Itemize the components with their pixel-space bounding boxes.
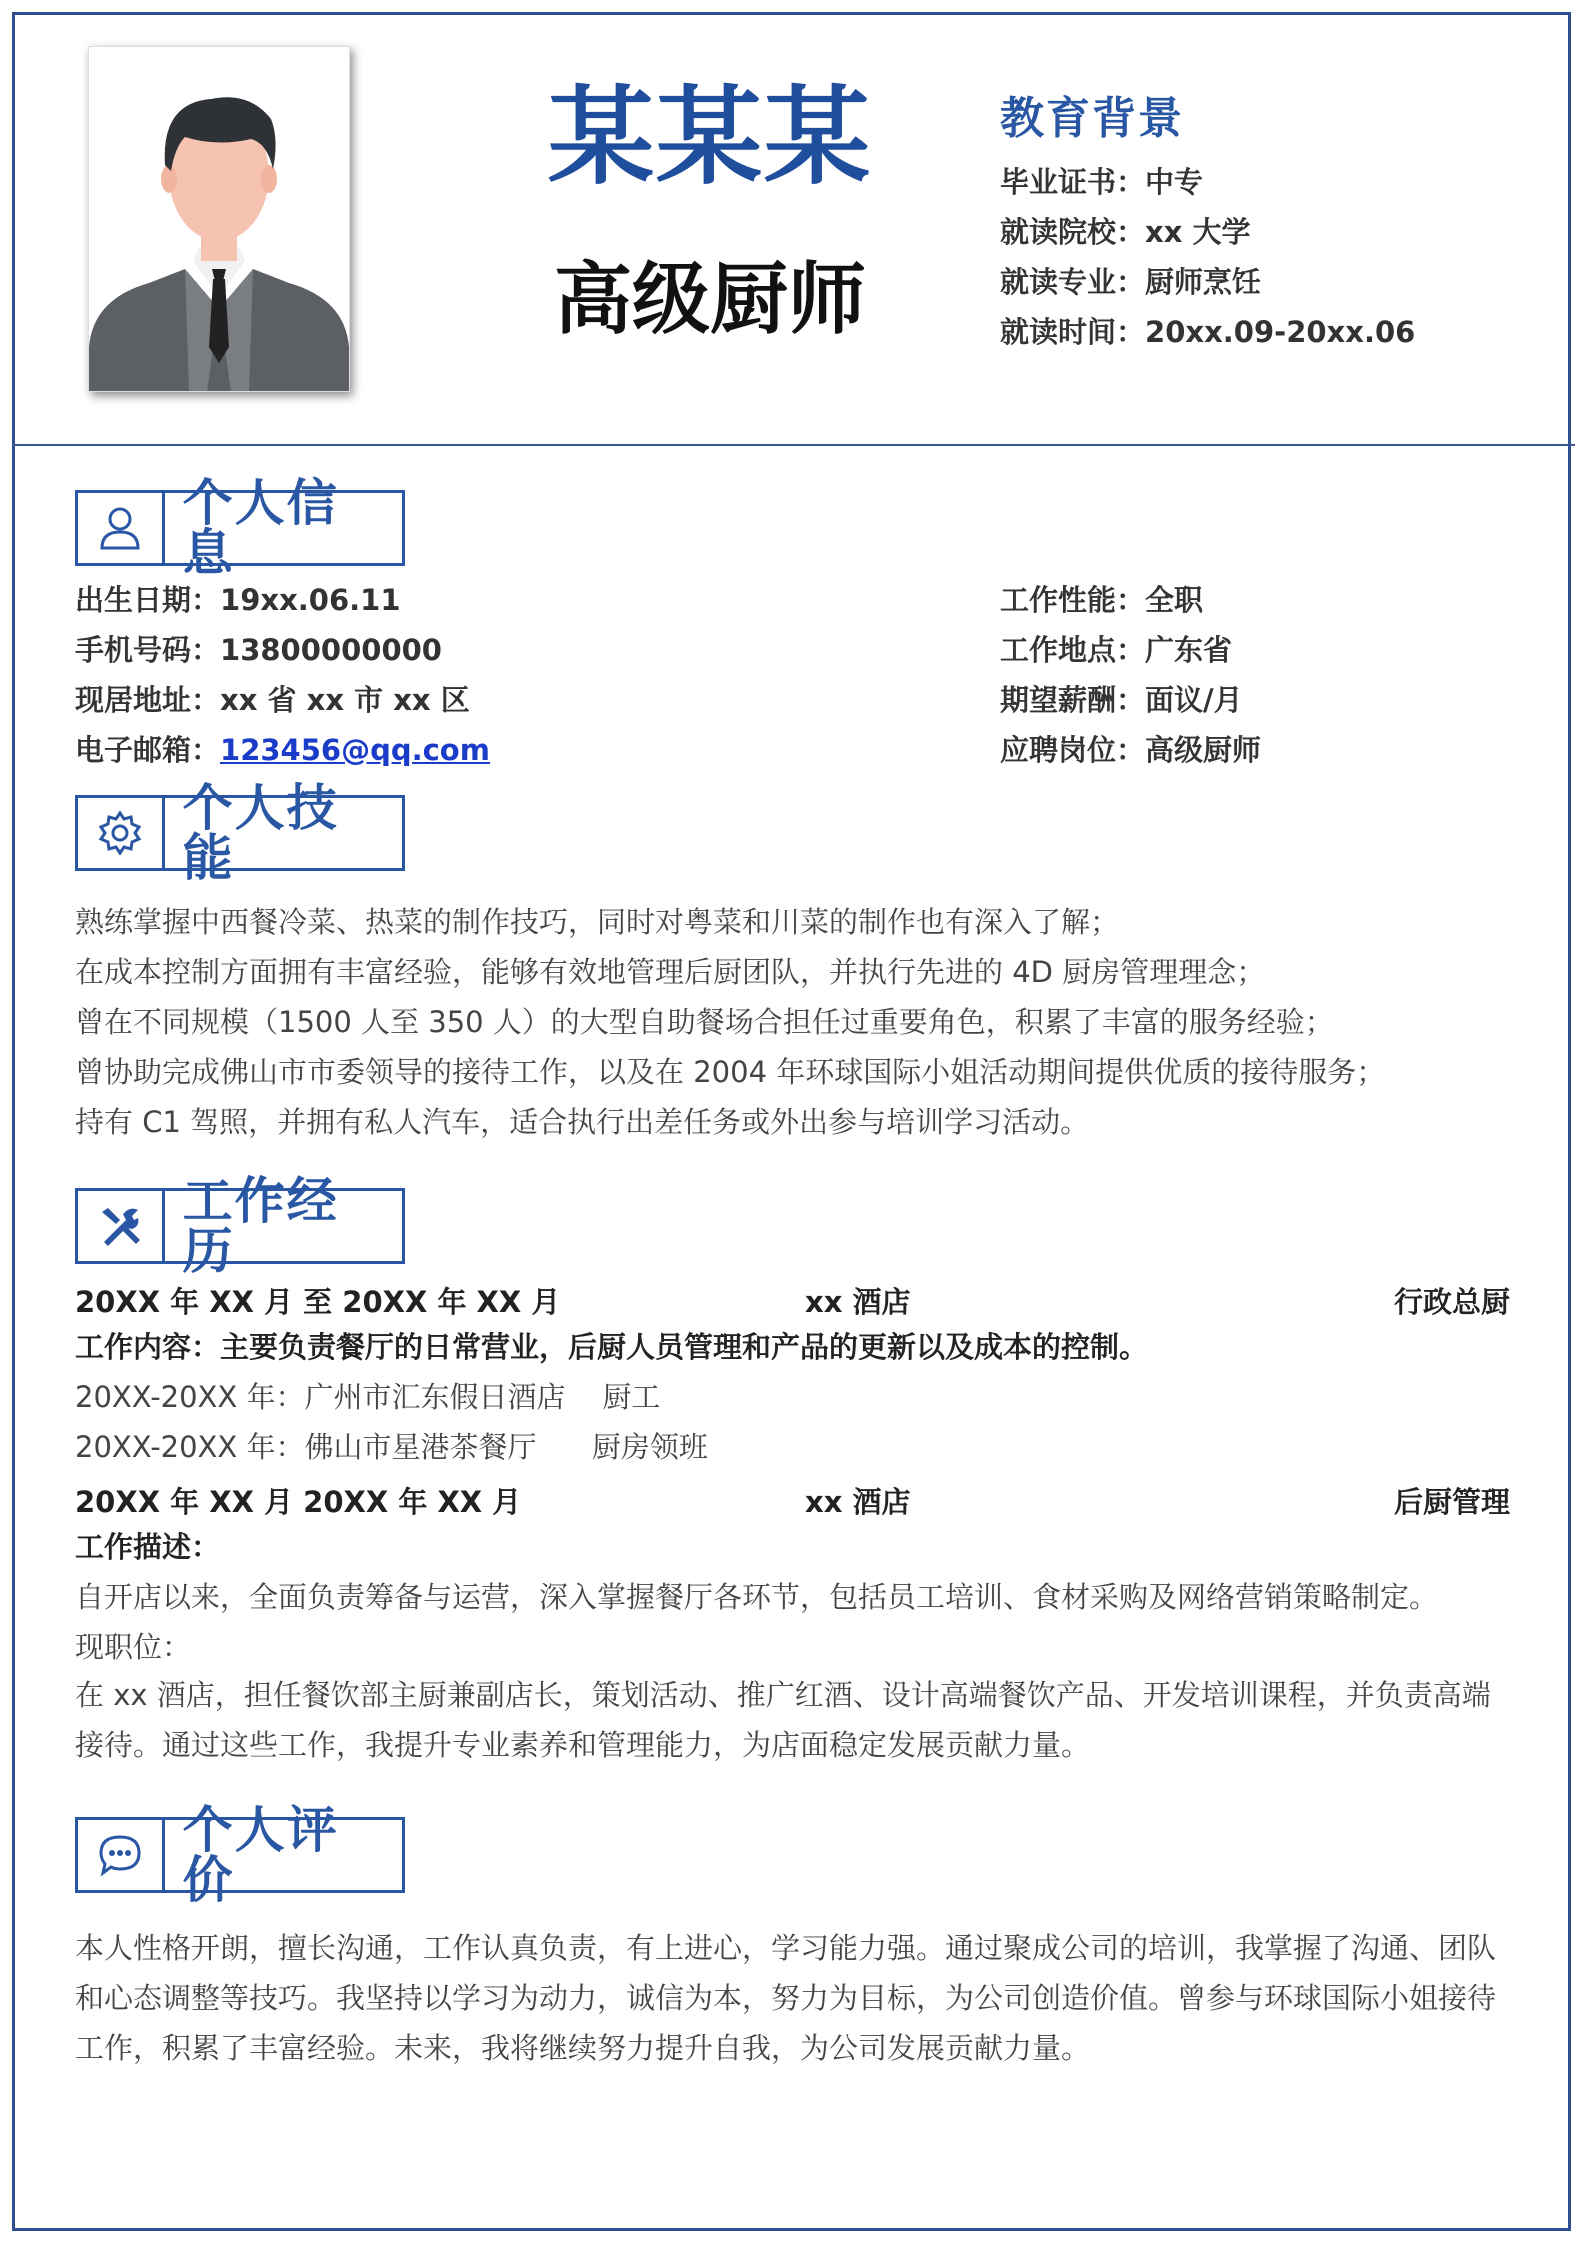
education-row: 就读专业：厨师烹饪 (1000, 265, 1262, 299)
info-work-location: 工作地点：广东省 (1000, 633, 1233, 667)
skill-item: 曾协助完成佛山市市委领导的接待工作，以及在 2004 年环球国际小姐活动期间提供优质的接待服务； (75, 1055, 1386, 1089)
job-period: 20XX 年 XX 月 至 20XX 年 XX 月 (75, 1285, 561, 1319)
section-title: 工作经历 (182, 1172, 339, 1280)
gear-icon (78, 798, 165, 868)
skill-item: 持有 C1 驾照，并拥有私人汽车，适合执行出差任务或外出参与培训学习活动。 (75, 1105, 1090, 1139)
history-item: 20XX-20XX 年：广州市汇东假日酒店 厨工 (75, 1380, 661, 1414)
section-skills (75, 779, 405, 887)
history-item: 20XX-20XX 年：佛山市星港茶餐厅 厨房领班 (75, 1430, 708, 1464)
education-title: 教育背景 (1000, 93, 1184, 144)
email-link[interactable]: 123456@qq.com (220, 733, 490, 767)
job-entry-header (75, 1280, 1510, 1320)
education-row: 就读时间：20xx.09-20xx.06 (1000, 315, 1416, 349)
profile-photo (88, 46, 350, 392)
section-personal-info (75, 474, 405, 582)
info-work-type: 工作性能：全职 (1000, 583, 1204, 617)
self-evaluation-text: 本人性格开朗，擅长沟通，工作认真负责，有上进心，学习能力强。通过聚成公司的培训，我掌握了沟通、团队和心态调整等技巧。我坚持以学习为动力，诚信为本，努力为目标，为公司创造价值。曾参与环球国际小姐接待工作，积累了丰富经验。未来，我将继续努力提升自我，为公司发展贡献力量。 (75, 1931, 1497, 2065)
job-entry-header (75, 1480, 1510, 1520)
education-row: 就读院校：xx 大学 (1000, 215, 1251, 249)
section-work-experience (75, 1172, 405, 1280)
education-row: 毕业证书：中专 (1000, 165, 1204, 199)
section-title: 个人信息 (182, 474, 339, 582)
section-title: 个人技能 (182, 779, 339, 887)
job-role: 行政总厨 (1393, 1285, 1510, 1319)
current-position-label: 现职位： (75, 1630, 192, 1664)
skill-item: 曾在不同规模（1500 人至 350 人）的大型自助餐场合担任过重要角色，积累了丰富的服务经验； (75, 1005, 1334, 1039)
job-company: xx 酒店 (805, 1485, 911, 1519)
job-title: 高级厨师 (553, 255, 866, 345)
tools-icon (78, 1191, 165, 1261)
section-evaluation (75, 1801, 405, 1909)
job-role: 后厨管理 (1393, 1485, 1510, 1519)
info-position: 应聘岗位：高级厨师 (1000, 733, 1262, 767)
section-title: 个人评价 (182, 1801, 339, 1909)
info-birthdate: 出生日期：19xx.06.11 (75, 583, 401, 617)
info-salary: 期望薪酬：面议/月 (1000, 683, 1243, 717)
job-description-label: 工作描述： (75, 1530, 221, 1564)
job-period: 20XX 年 XX 月 20XX 年 XX 月 (75, 1485, 522, 1519)
header-divider (12, 444, 1575, 446)
info-email: 电子邮箱：123456@qq.com (75, 733, 490, 767)
job-company: xx 酒店 (805, 1285, 911, 1319)
job-description: 自开店以来，全面负责筹备与运营，深入掌握餐厅各环节，包括员工培训、食材采购及网络营销策略制定。 (75, 1580, 1439, 1614)
chat-bubble-icon (78, 1820, 165, 1890)
user-icon (78, 493, 165, 563)
job-content: 工作内容：主要负责餐厅的日常营业，后厨人员管理和产品的更新以及成本的控制。 (75, 1330, 1149, 1364)
info-address: 现居地址：xx 省 xx 市 xx 区 (75, 683, 470, 717)
info-phone: 手机号码：13800000000 (75, 633, 442, 667)
candidate-name: 某某某 (548, 76, 872, 199)
current-position-text: 在 xx 酒店，担任餐饮部主厨兼副店长，策划活动、推广红酒、设计高端餐饮产品、开发培训课程，并负责高端接待。通过这些工作，我提升专业素养和管理能力，为店面稳定发展贡献力量。 (75, 1678, 1491, 1762)
skill-item: 熟练掌握中西餐冷菜、热菜的制作技巧，同时对粤菜和川菜的制作也有深入了解； (75, 905, 1120, 939)
skill-item: 在成本控制方面拥有丰富经验，能够有效地管理后厨团队，并执行先进的 4D 厨房管理理念； (75, 955, 1266, 989)
